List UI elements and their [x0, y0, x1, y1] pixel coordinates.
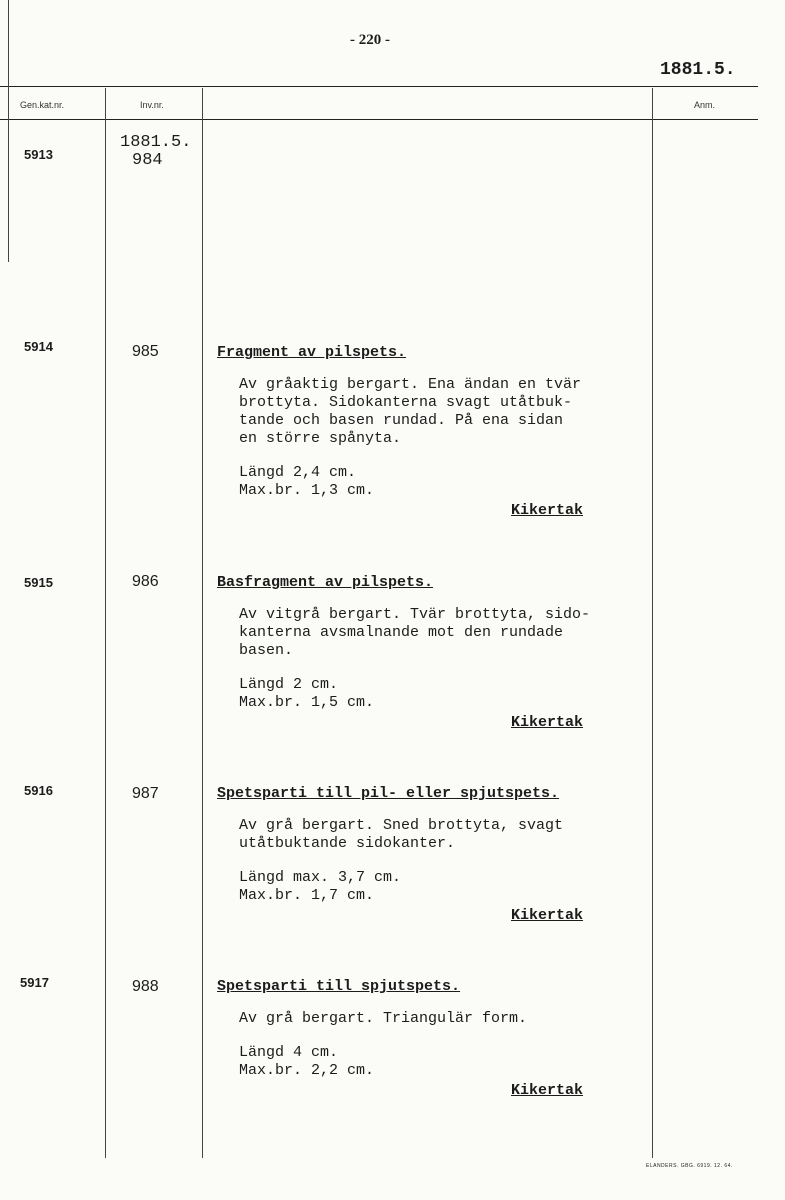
gen-kat-number: 5916: [24, 783, 53, 798]
entry-measurements: Längd 2 cm. Max.br. 1,5 cm.: [239, 676, 375, 711]
entry-description: Av grå bergart. Sned brottyta, svagt utåtbuktande sidokanter.: [239, 817, 564, 852]
column-heading-anm: Anm.: [694, 100, 716, 110]
catalog-entry: [217, 574, 657, 732]
gen-kat-number: 5917: [20, 975, 49, 990]
entry-title: Basfragment av pilspets.: [217, 574, 434, 591]
entry-title: Spetsparti till spjutspets.: [217, 978, 461, 995]
column-divider-left: [8, 0, 9, 262]
entry-title: Fragment av pilspets.: [217, 344, 407, 361]
column-heading-inv-nr: Inv.nr.: [140, 100, 164, 110]
gen-kat-number: 5915: [24, 575, 53, 590]
catalog-entry: [217, 785, 657, 925]
entry-find-place: Kikertak: [511, 502, 584, 519]
column-heading-gen-kat-nr: Gen.kat.nr.: [20, 100, 65, 110]
gen-kat-number: 5914: [24, 339, 53, 354]
entry-title: Spetsparti till pil- eller spjutspets.: [217, 785, 560, 802]
column-divider-gen: [105, 88, 106, 1158]
entry-measurements: Längd 4 cm. Max.br. 2,2 cm.: [239, 1044, 375, 1079]
entry-find-place: Kikertak: [511, 714, 584, 731]
inventory-number: 987: [132, 785, 159, 802]
column-divider-inv: [202, 88, 203, 1158]
inventory-prefix: 1881.5.: [120, 133, 192, 152]
header-rule-top: [0, 86, 758, 87]
entry-description: Av grå bergart. Triangulär form.: [239, 1010, 528, 1027]
entry-description: Av vitgrå bergart. Tvär brottyta, sido- kanterna avsmalnande mot den rundade basen.: [239, 606, 591, 659]
entry-description: Av gråaktig bergart. Ena ändan en tvär brottyta. Sidokanterna svagt utåtbuk- tande och basen rundad. På ena sidan en större spånyta.: [239, 376, 582, 447]
inventory-number: 985: [132, 343, 159, 360]
catalog-year: 1881.5.: [660, 60, 736, 80]
page-number: - 220 -: [350, 32, 390, 48]
inventory-number: [120, 134, 191, 170]
entry-measurements: Längd 2,4 cm. Max.br. 1,3 cm.: [239, 464, 375, 499]
entry-find-place: Kikertak: [511, 907, 584, 924]
inventory-number: 988: [132, 978, 159, 995]
catalog-entry: [217, 344, 657, 520]
printer-mark: ELANDERS. GBG. 6919. 12. 64.: [646, 1163, 733, 1169]
inventory-number: 986: [132, 573, 159, 590]
entry-find-place: Kikertak: [511, 1082, 584, 1099]
entry-measurements: Längd max. 3,7 cm. Max.br. 1,7 cm.: [239, 869, 402, 904]
header-rule-bottom: [0, 119, 758, 120]
catalog-entry: [217, 978, 657, 1100]
inventory-number-value: 984: [132, 151, 163, 170]
gen-kat-number: 5913: [24, 147, 53, 162]
